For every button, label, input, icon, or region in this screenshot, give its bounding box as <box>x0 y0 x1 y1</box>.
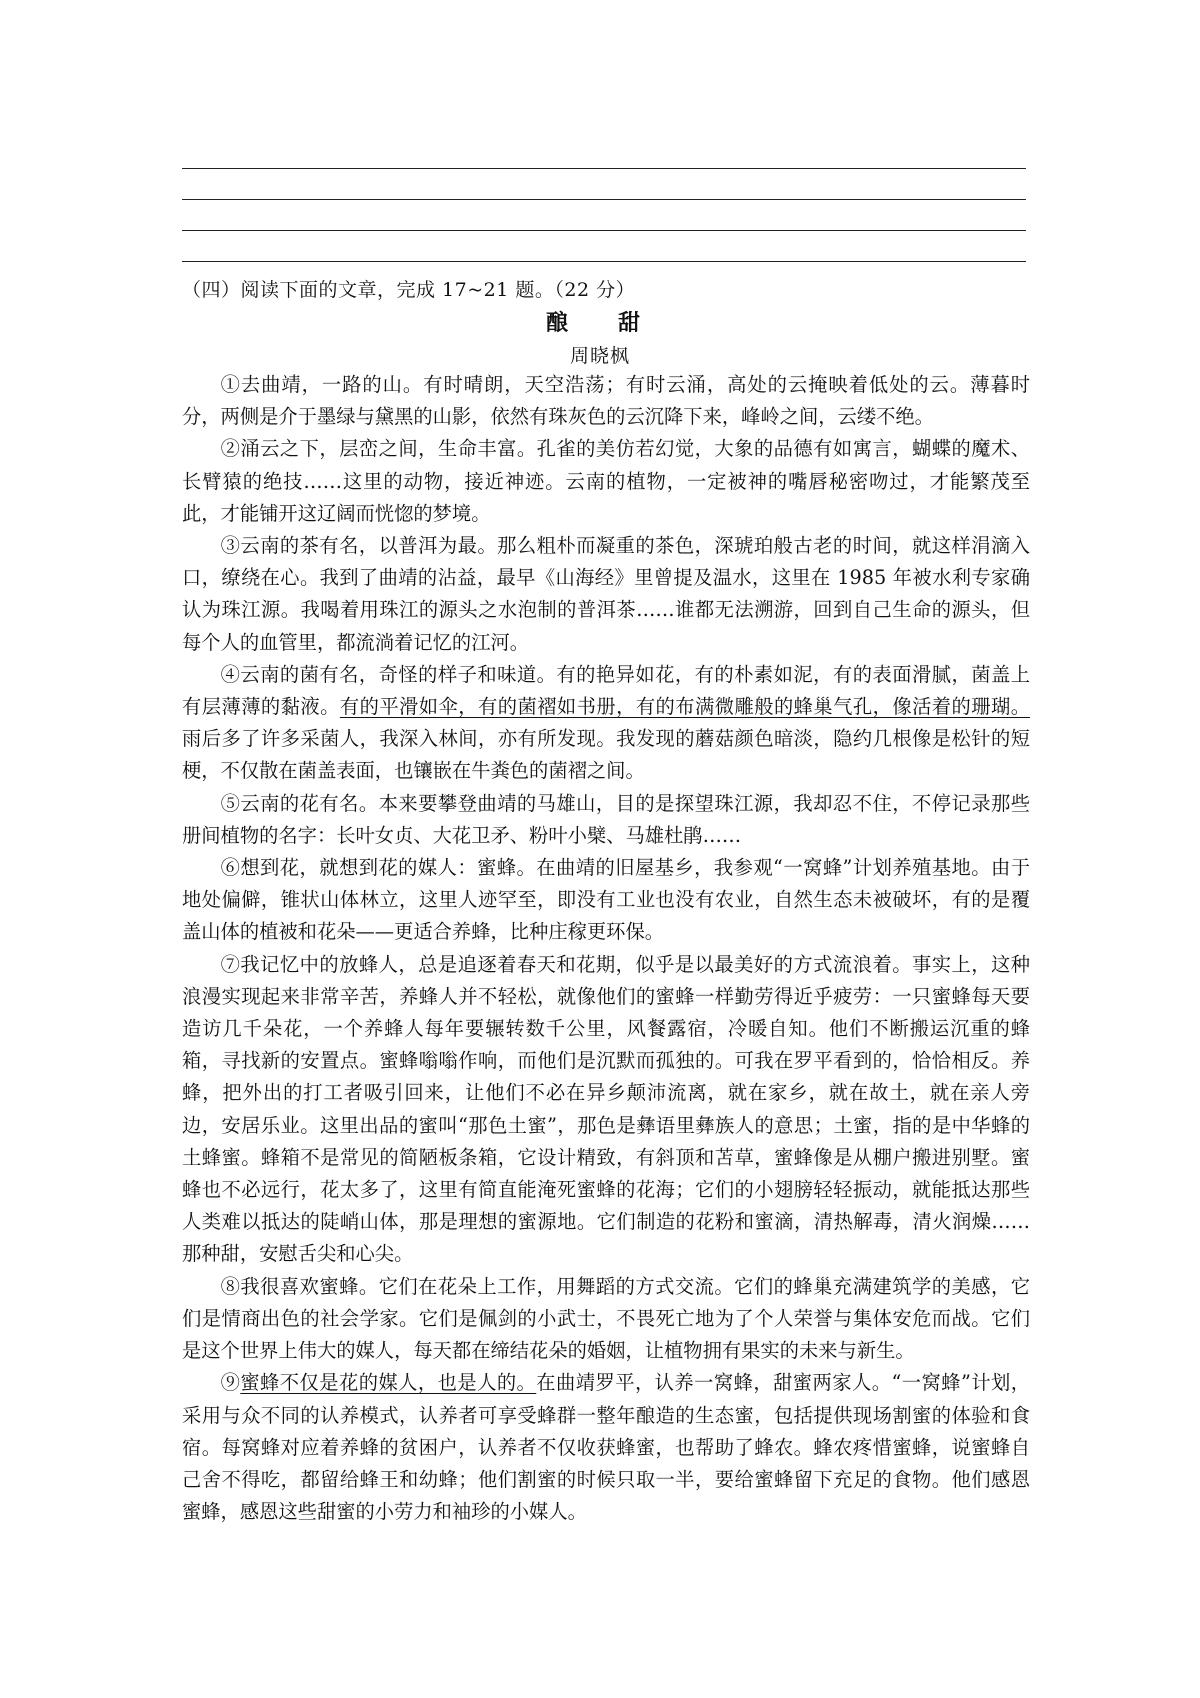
paragraph-4-text-rest: 雨后多了许多采菌人，我深入林间，亦有所发现。我发现的蘑菇颜色暗淡，隐约几根像是松针的短梗，不仅散在菌盖表面，也镶嵌在牛粪色的菌褶之间。 <box>182 727 1030 783</box>
paragraph-7: ⑦我记忆中的放蜂人，总是追逐着春天和花期，似乎是以最美好的方式流浪着。事实上，这种浪漫实现起来非常辛苦，养蜂人并不轻松，就像他们的蜜蜂一样勤劳得近乎疲劳：一只蜜蜂每天要造访几千朵花，一个养蜂人每年要辗转数千公里，风餐露宿，冷暖自知。他们不断搬运沉重的蜂箱，寻找新的安置点。蜜蜂嗡嗡作响，而他们是沉默而孤独的。可我在罗平看到的，恰恰相反。养蜂，把外出的打工者吸引回来，让他们不必在异乡颠沛流离，就在家乡，就在故土，就在亲人旁边，安居乐业。这里出品的蜜叫“那色土蜜”，那色是彝语里彝族人的意思；土蜜，指的是中华蜂的土蜂蜜。蜂箱不是常见的简陋板条箱，它设计精致，有斜顶和苫草，蜜蜂像是从棚户搬进别墅。蜜蜂也不必远行，花太多了，这里有简直能淹死蜜蜂的花海；它们的小翅膀轻轻振动，就能抵达那些人类难以抵达的陡峭山体，那是理想的蜜源地。它们制造的花粉和蜜滴，清热解毒，清火润燥……那种甜，安慰舌尖和心尖。 <box>182 952 1030 1266</box>
paragraph-8: ⑧我很喜欢蜜蜂。它们在花朵上工作，用舞蹈的方式交流。它们的蜂巢充满建筑学的美感，它们是情商出色的社会学家。它们是佩剑的小武士，不畏死亡地为了个人荣誉与集体安危而战。它们是这个世界上伟大的媒人，每天都在缔结花朵的婚姻，让植物拥有果实的未来与新生。 <box>182 1274 1030 1363</box>
answer-line <box>182 199 1026 200</box>
answer-line <box>182 168 1026 169</box>
section-heading: （四）阅读下面的文章，完成 17~21 题。（22 分） <box>182 279 636 301</box>
paragraph-9 <box>182 1367 1030 1528</box>
answer-lines <box>182 168 1026 292</box>
answer-line <box>182 230 1026 231</box>
answer-line <box>182 261 1026 262</box>
underlined-sentence: 有的平滑如伞，有的菌褶如书册，有的布满微雕般的蜂巢气孔，像活着的珊瑚。 <box>339 695 1031 719</box>
paragraph-9-number: ⑨ <box>220 1371 241 1395</box>
paragraph-6: ⑥想到花，就想到花的媒人：蜜蜂。在曲靖的旧屋基乡，我参观“一窝蜂”计划养殖基地。由于地处偏僻，锥状山体林立，这里人迹罕至，即没有工业也没有农业，自然生态未被破坏，有的是覆盖山体的植被和花朵——更适合养蜂，比种庄稼更环保。 <box>182 856 1030 944</box>
paragraph-4 <box>182 659 1030 788</box>
article-body <box>182 369 1030 1528</box>
article-author: 周晓枫 <box>569 345 630 367</box>
paragraph-2: ②涌云之下，层峦之间，生命丰富。孔雀的美仿若幻觉，大象的品德有如寓言，蝴蝶的魔术、长臂猿的绝技……这里的动物，接近神迹。云南的植物，一定被神的嘴唇秘密吻过，才能繁茂至此，才能铺开这辽阔而恍惚的梦境。 <box>182 437 1030 525</box>
paragraph-9-text: 在曲靖罗平，认养一窝蜂，甜蜜两家人。“一窝蜂”计划，采用与众不同的认养模式，认养者可享受蜂群一整年酿造的生态蜜，包括提供现场割蜜的体验和食宿。每窝蜂对应着养蜂的贫困户，认养者不仅收获蜂蜜，也帮助了蜂农。蜂农疼惜蜜蜂，说蜜蜂自己舍不得吃，都留给蜂王和幼蜂；他们割蜜的时候只取一半，要给蜜蜂留下充足的食物。他们感恩蜜蜂，感恩这些甜蜜的小劳力和袖珍的小媒人。 <box>182 1371 1031 1524</box>
paragraph-3: ③云南的茶有名，以普洱为最。那么粗朴而凝重的茶色，深琥珀般古老的时间，就这样涓滴入口，缭绕在心。我到了曲靖的沾益，最早《山海经》里曾提及温水，这里在 1985 年被水利专家确认为珠江源。我喝着用珠江的源头之水泡制的普洱茶……谁都无法溯游，回到自己生命的源头，但每个人的血管里，都流淌着记忆的江河。 <box>182 534 1030 654</box>
underlined-sentence: 蜜蜂不仅是花的媒人，也是人的。 <box>240 1371 537 1395</box>
paragraph-1: ①去曲靖，一路的山。有时晴朗，天空浩荡；有时云涌，高处的云掩映着低处的云。薄暮时分，两侧是介于墨绿与黛黑的山影，依然有珠灰色的云沉降下来，峰岭之间，云缕不绝。 <box>182 373 1030 429</box>
paragraph-4-text: ④云南的菌有名，奇怪的样子和味道。有的艳异如花，有的朴素如泥，有的表面滑腻，菌盖上有层薄薄的黏液。 <box>182 662 1030 719</box>
paragraph-5: ⑤云南的花有名。本来要攀登曲靖的马雄山，目的是探望珠江源，我却忍不住，不停记录那些册间植物的名字：长叶女贞、大花卫矛、粉叶小檗、马雄杜鹃…… <box>182 791 1030 847</box>
article-title: 酿 甜 <box>545 311 654 336</box>
